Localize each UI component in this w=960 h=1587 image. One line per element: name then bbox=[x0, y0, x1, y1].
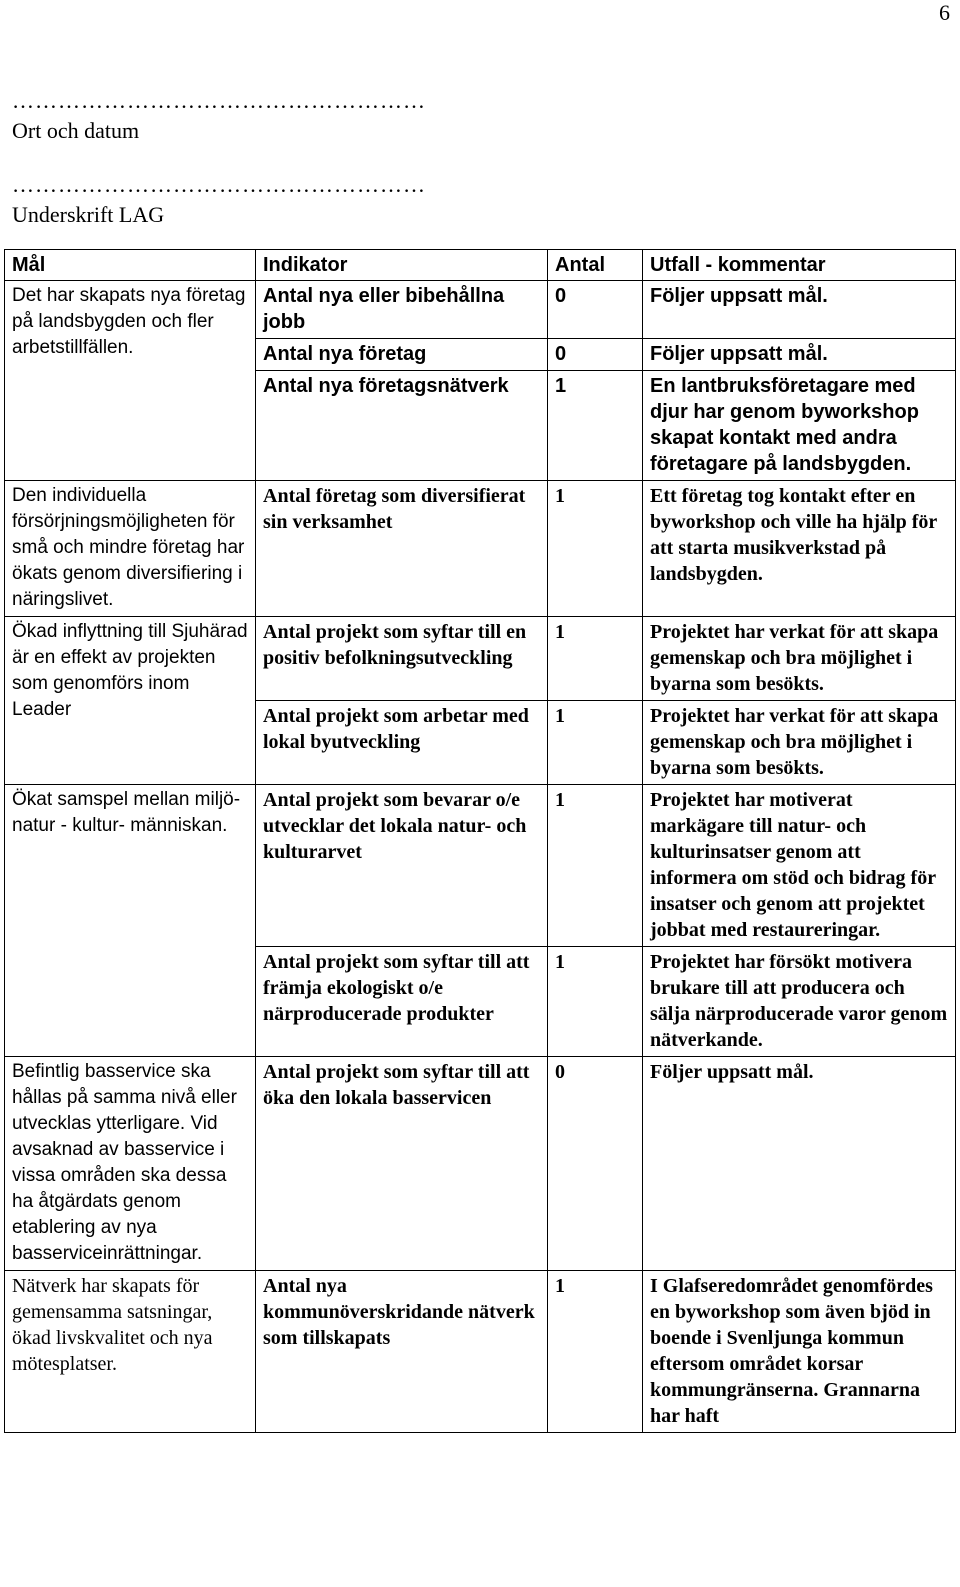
outcome-cell: Projektet har verkat för att skapa gemenskap och bra möjlighet i byarna som besökts. bbox=[643, 701, 956, 785]
outcome-cell: Projektet har försökt motivera brukare till att producera och sälja närproducerade varor genom nätverkande. bbox=[643, 947, 956, 1057]
table-row bbox=[5, 617, 956, 701]
count-cell: 1 bbox=[548, 371, 643, 481]
outcome-cell: Projektet har verkat för att skapa gemenskap och bra möjlighet i byarna som besökts. bbox=[643, 617, 956, 701]
header-indicator: Indikator bbox=[256, 250, 548, 281]
indicator-cell: Antal projekt som syftar till att främja ekologiskt o/e närproducerade produkter bbox=[256, 947, 548, 1057]
table-row bbox=[5, 281, 956, 339]
place-date-label: Ort och datum bbox=[12, 118, 140, 143]
count-cell: 0 bbox=[548, 281, 643, 339]
page-number: 6 bbox=[939, 0, 950, 25]
outcome-cell: Projektet har motiverat markägare till natur- och kulturinsatser genom att informera om stöd och bidrag för insatser och genom att projektet jobbat med restaureringar. bbox=[643, 785, 956, 947]
signature-dotted-line: ……………………………………………… bbox=[12, 172, 426, 197]
indicator-cell: Antal projekt som arbetar med lokal byutveckling bbox=[256, 701, 548, 785]
table-row bbox=[5, 1271, 956, 1433]
goal-cell: Ökat samspel mellan miljö- natur - kultur- människan. bbox=[5, 785, 256, 1057]
table-row bbox=[5, 1057, 956, 1271]
outcome-cell: I Glafseredområdet genomfördes en byworkshop som även bjöd in boende i Svenljunga kommun eftersom området korsar kommungränserna. Grannarna har haft bbox=[643, 1271, 956, 1433]
table-row bbox=[5, 785, 956, 947]
count-cell: 1 bbox=[548, 617, 643, 701]
indicator-cell: Antal projekt som bevarar o/e utvecklar det lokala natur- och kulturarvet bbox=[256, 785, 548, 947]
count-cell: 0 bbox=[548, 1057, 643, 1271]
goals-indicators-table bbox=[4, 249, 956, 1433]
outcome-cell: Ett företag tog kontakt efter en byworkshop och ville ha hjälp för att starta musikverkstad på landsbygden. bbox=[643, 481, 956, 617]
outcome-cell: En lantbruksföretagare med djur har genom byworkshop skapat kontakt med andra företagare på landsbygden. bbox=[643, 371, 956, 481]
goal-cell: Den individuella försörjningsmöjligheten för små och mindre företag har ökats genom diversifiering i näringslivet. bbox=[5, 481, 256, 617]
table-header-row bbox=[5, 250, 956, 281]
indicator-cell: Antal projekt som syftar till att öka den lokala basservicen bbox=[256, 1057, 548, 1271]
count-cell: 1 bbox=[548, 785, 643, 947]
signature-block bbox=[12, 170, 426, 230]
indicator-cell: Antal nya kommunöverskridande nätverk som tillskapats bbox=[256, 1271, 548, 1433]
indicator-cell: Antal företag som diversifierat sin verksamhet bbox=[256, 481, 548, 617]
goal-cell: Det har skapats nya företag på landsbygden och fler arbetstillfällen. bbox=[5, 281, 256, 481]
count-cell: 0 bbox=[548, 339, 643, 371]
header-count: Antal bbox=[548, 250, 643, 281]
header-goal: Mål bbox=[5, 250, 256, 281]
indicator-cell: Antal nya företag bbox=[256, 339, 548, 371]
outcome-cell: Följer uppsatt mål. bbox=[643, 1057, 956, 1271]
place-date-dotted-line: ……………………………………………… bbox=[12, 88, 426, 113]
indicator-cell: Antal projekt som syftar till en positiv befolkningsutveckling bbox=[256, 617, 548, 701]
outcome-cell: Följer uppsatt mål. bbox=[643, 281, 956, 339]
count-cell: 1 bbox=[548, 481, 643, 617]
outcome-cell: Följer uppsatt mål. bbox=[643, 339, 956, 371]
signature-label: Underskrift LAG bbox=[12, 202, 165, 227]
table-row bbox=[5, 481, 956, 617]
count-cell: 1 bbox=[548, 1271, 643, 1433]
place-date-block bbox=[12, 86, 426, 146]
goal-cell: Ökad inflyttning till Sjuhärad är en effekt av projekten som genomförs inom Leader bbox=[5, 617, 256, 785]
goal-cell: Befintlig basservice ska hållas på samma nivå eller utvecklas ytterligare. Vid avsaknad av basservice i vissa områden ska dessa ha åtgärdats genom etablering av nya basserviceinrättningar. bbox=[5, 1057, 256, 1271]
count-cell: 1 bbox=[548, 947, 643, 1057]
goal-cell: Nätverk har skapats för gemensamma satsningar, ökad livskvalitet och nya mötesplatser. bbox=[5, 1271, 256, 1433]
count-cell: 1 bbox=[548, 701, 643, 785]
indicator-cell: Antal nya eller bibehållna jobb bbox=[256, 281, 548, 339]
header-outcome: Utfall - kommentar bbox=[643, 250, 956, 281]
indicator-cell: Antal nya företagsnätverk bbox=[256, 371, 548, 481]
